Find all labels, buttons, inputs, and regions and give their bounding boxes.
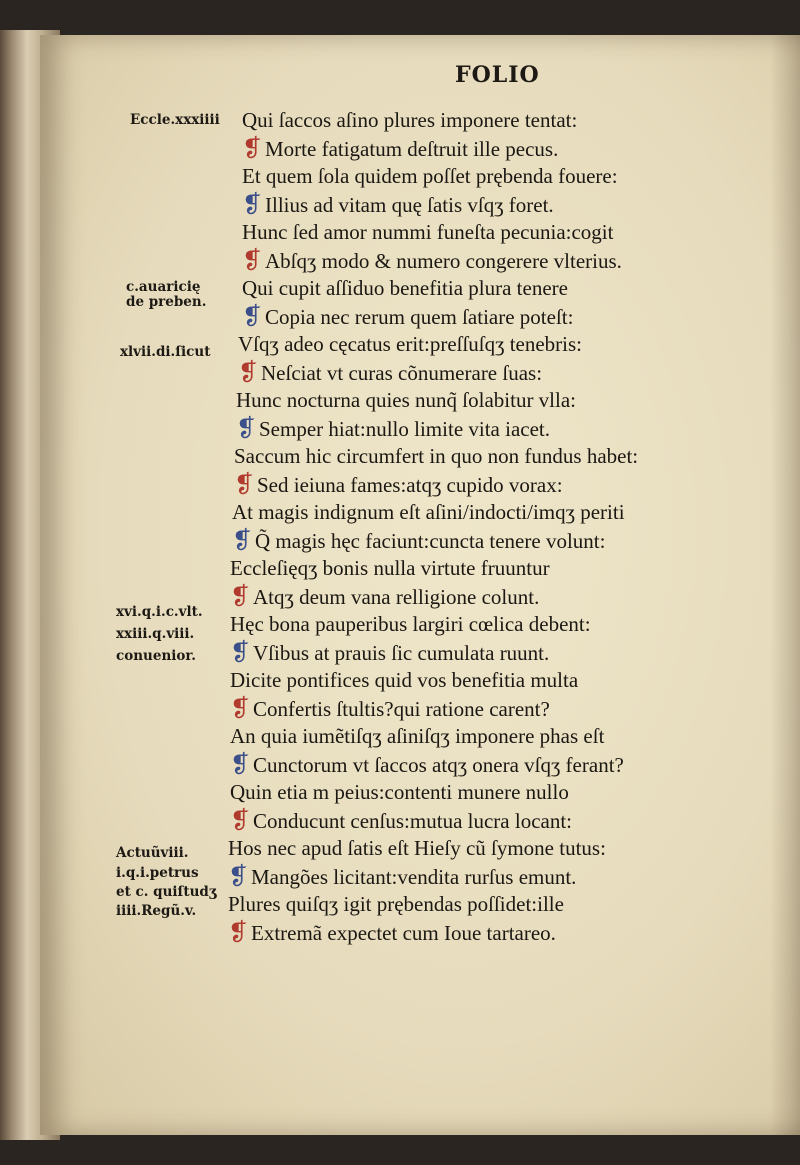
margin-note: xxiii.q.viii. — [116, 626, 195, 642]
verse-line: ❡ Neſciat vt curas cõnumerare ſuas: — [238, 358, 543, 386]
pilcrow-icon: ❡ — [242, 302, 263, 330]
verse-line: Eccleſięqʒ bonis nulla virtute fruuntur — [230, 556, 550, 580]
verse-line: ❡ Abſqʒ modo & numero congerere vlterius. — [242, 246, 622, 274]
verse-line: Vſqʒ adeo cęcatus erit:preſſuſqʒ tenebris: — [238, 332, 583, 356]
pilcrow-icon: ❡ — [228, 918, 249, 946]
pilcrow-icon: ❡ — [242, 134, 263, 162]
pilcrow-icon: ❡ — [234, 470, 255, 498]
verse-line: Quin etia m peius:contenti munere nullo — [230, 780, 569, 804]
verse-line: At magis indignum eſt aſini/indocti/imqʒ periti — [232, 500, 625, 524]
verse-line: ❡ Illius ad vitam quę ſatis vſqʒ foret. — [242, 190, 554, 218]
verse-line: ❡ Semper hiat:nullo limite vita iacet. — [236, 414, 551, 442]
verse-line: Hunc ſed amor nummi funeſta pecunia:cogit — [242, 220, 614, 244]
margin-note: c.auaricię — [126, 279, 201, 295]
margin-note: Actuũviii. — [116, 845, 189, 861]
pilcrow-icon: ❡ — [242, 246, 263, 274]
pilcrow-icon: ❡ — [230, 694, 251, 722]
verse-line: ❡ Copia nec rerum quem ſatiare poteſt: — [242, 302, 574, 330]
pilcrow-icon: ❡ — [232, 526, 253, 554]
margin-note: iiii.Regũ.v. — [116, 903, 197, 919]
pilcrow-icon: ❡ — [238, 358, 259, 386]
verse-line: Hunc nocturna quies nunq̃ ſolabitur vlla: — [236, 388, 577, 412]
verse-line: ❡ Atqʒ deum vana relligione colunt. — [230, 582, 540, 610]
margin-note: et c. quiſtudʒ — [116, 884, 217, 900]
verse-line: Dicite pontifices quid vos benefitia multa — [230, 668, 579, 692]
verse-line: ❡ Cunctorum vt ſaccos atqʒ onera vſqʒ ferant? — [230, 750, 624, 778]
pilcrow-icon: ❡ — [236, 414, 257, 442]
verse-line: ❡ Mangões licitant:vendita rurſus emunt. — [228, 862, 577, 890]
verse-line: Qui cupit aſſiduo benefitia plura tenere — [242, 276, 568, 300]
verse-line: Hos nec apud ſatis eſt Hieſy cũ ſymone tutus: — [228, 836, 606, 860]
verse-line: Qui ſaccos aſino plures imponere tentat: — [242, 108, 578, 132]
verse-line: Plures quiſqʒ igit prębendas poſſidet:ille — [228, 892, 564, 916]
pilcrow-icon: ❡ — [230, 750, 251, 778]
pilcrow-icon: ❡ — [242, 190, 263, 218]
verse-line: Hęc bona pauperibus largiri cœlica debent: — [230, 612, 591, 636]
verse-line: Et quem ſola quidem poſſet prębenda fouere: — [242, 164, 618, 188]
verse-line: ❡ Confertis ſtultis?qui ratione carent? — [230, 694, 550, 722]
verse-line: ❡ Extremã expectet cum Ioue tartareo. — [228, 918, 556, 946]
verse-line: ❡ Vſibus at prauis ſic cumulata ruunt. — [230, 638, 550, 666]
pilcrow-icon: ❡ — [228, 862, 249, 890]
verse-line: An quia iumẽtiſqʒ aſiniſqʒ imponere phas eſt — [230, 724, 605, 748]
pilcrow-icon: ❡ — [230, 582, 251, 610]
margin-note: xlvii.di.ſicut — [120, 344, 211, 360]
pilcrow-icon: ❡ — [230, 806, 251, 834]
margin-note: xvi.q.i.c.vlt. — [116, 604, 203, 620]
margin-note: Eccle.xxxiiii — [130, 112, 220, 128]
spine-shadow — [770, 35, 800, 1135]
pilcrow-icon: ❡ — [230, 638, 251, 666]
margin-note: de preben. — [126, 294, 207, 310]
verse-line: Saccum hic circumfert in quo non fundus habet: — [234, 444, 639, 468]
margin-note: i.q.i.petrus — [116, 865, 199, 881]
verse-line: ❡ Sed ieiuna fames:atqʒ cupido vorax: — [234, 470, 563, 498]
margin-note: conuenior. — [116, 648, 196, 664]
verse-line: ❡ Morte fatigatum deſtruit ille pecus. — [242, 134, 559, 162]
folio-header: FOLIO — [455, 62, 540, 88]
verse-line: ❡ Conducunt cenſus:mutua lucra locant: — [230, 806, 572, 834]
verse-line: ❡ Q̃ magis hęc faciunt:cuncta tenere volunt: — [232, 526, 606, 554]
